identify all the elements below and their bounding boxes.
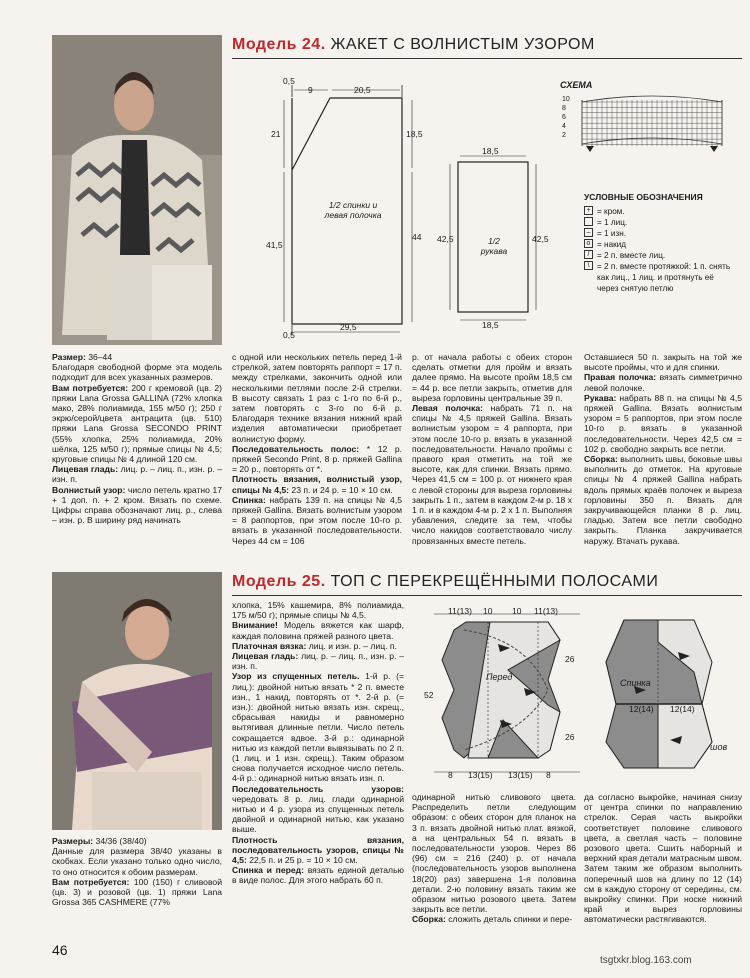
- dim-0-5-top: 0,5: [283, 76, 295, 86]
- dim-0-5-bottom: 0,5: [283, 330, 295, 340]
- paragraph: Спинка: набрать 139 п. на спицы № 4,5 пряжей Gallina. Вязать волнистым узором = 8 раппортов, при этом после 10-го р. вязать в указанной последовательности. Через 44 см = 106: [232, 494, 402, 546]
- model-24-column-3: [412, 352, 572, 546]
- paragraph: Волнистый узор: число петель кратно 17 + 1 доп. п. + 2 кром. Вязать по схеме. Цифры справа обозначают лиц. р., слева – изн. р. В ширину ряд начинать: [52, 484, 223, 526]
- dim-front-top-4: 11(13): [534, 606, 558, 616]
- legend-item: – = 1 изн.: [584, 228, 734, 239]
- dim-sleeve-18-5-top: 18,5: [482, 146, 499, 156]
- legend-title: УСЛОВНЫЕ ОБОЗНАЧЕНИЯ: [584, 192, 703, 202]
- paragraph: р. от начала работы с обеих сторон сделать отметки для пройм и вязать далее прямо. На высоте пройм 18,5 см = 44 р. все петли закрыть, отметив для выреза горловины центральные 39 п.: [412, 352, 572, 403]
- model-24-rule: [232, 58, 742, 59]
- piece-sleeve: 1/2 рукава: [480, 236, 508, 256]
- paragraph: хлопка, 15% кашемира, 8% полиамида, 175 м/50 г); прямые спицы № 4,5.: [232, 600, 404, 621]
- purl-stitch-icon: –: [584, 228, 593, 237]
- paragraph: Лицевая гладь: лиц. р. – лиц. п., изн. р. – изн. п.: [232, 651, 404, 672]
- model-24-number: Модель 24.: [232, 36, 326, 53]
- model-25-column-1: [52, 836, 222, 907]
- model-24-name: ЖАКЕТ С ВОЛНИСТЫМ УЗОРОМ: [330, 36, 595, 53]
- model-24-title: [232, 36, 595, 54]
- paragraph: Сборка: выполнить швы, боковые швы выполнить до отметок. На круговые спицы № 4 пряжей Gallina набрать вдоль прямых краёв полочек и выреза горловины 350 п. Вязать для закручивающейся планки 8 р. лиц. гладью. Затем все петли свободно закрыть. Планка закручивается наружу. Втачать рукава.: [584, 454, 742, 546]
- seam-label: шов: [710, 742, 728, 752]
- model-24-column-4: [584, 352, 742, 546]
- paragraph: Платочная вязка: лиц. и изн. р. – лиц. п.: [232, 640, 397, 651]
- dim-front-left-52: 52: [424, 690, 434, 700]
- dim-front-right-26a: 26: [565, 654, 575, 664]
- paragraph: Оставшиеся 50 п. закрыть на той же высоте проймы, что и для спинки.: [584, 352, 742, 373]
- dim-sleeve-42-5-left: 42,5: [437, 234, 454, 244]
- legend-item: + = кром.: [584, 206, 734, 217]
- paragraph: с одной или нескольких петель перед 1-й стрелкой, затем повторять раппорт = 17 п. между стрелками, закончить одной или несколькими петлями после 2-й стрелки. В высоту связать 1 раз с 1-го по 6-й р., затем повторять с 3-го по 6-й р. Благодаря технике вязания нижний край изделия автоматически приобретает волнистую форму.: [232, 352, 402, 444]
- legend: [584, 192, 734, 294]
- paragraph: Последовательность узоров: чередовать 8 р. лиц. глади одинарной нитью и 4 р. узора из спущенных петель двойной и одинарной нитью, как указано выше.: [232, 783, 404, 835]
- piece-front-label: Перед: [486, 672, 513, 682]
- model-25-number: Модель 25.: [232, 573, 326, 590]
- dim-18-5-right: 18,5: [406, 129, 423, 139]
- model-25-column-4: [584, 792, 742, 925]
- dim-9: 9: [308, 85, 313, 95]
- paragraph: Плотность вязания, последовательность узоров, спицы № 4,5: 22,5 п. и 25 р. = 10 × 10 см.: [232, 834, 404, 866]
- model-25-back-schematic: [594, 612, 724, 782]
- scheme-title: СХЕМА: [560, 80, 593, 90]
- paragraph: одинарной нитью сливового цвета. Распределить петли следующим образом: с обеих сторон для планок на 3 п. вязать двойной нитью плат. вязкой, а на центральных 54 п. вязать в последовательности узоров. Через 86 (96) см = 216 (240) р. от начала (последовательность узоров выполнена 18(20) раз) завершена 1-я половина детали. 2-ю половину вязать таким же образом нитью розового цвета. Затем закрыть все петли.: [412, 792, 576, 915]
- paragraph: Рукава: набрать 88 п. на спицы № 4,5 пряжей Gallina. Вязать волнистым узором = 5 раппортов, при этом после 10-го р. вязать в указанной последовательности. Через 42,5 см = 102 р. свободно закрыть все петли.: [584, 392, 742, 454]
- model-24-column-1: [52, 352, 222, 525]
- knitting-chart: [572, 92, 732, 156]
- model-25-front-schematic: [428, 600, 588, 790]
- model-25-column-2: [232, 600, 404, 886]
- ssk-icon: \: [584, 261, 593, 270]
- chart-row-label: 4: [562, 123, 566, 130]
- piece-back-left-front: 1/2 спинки и левая полочка: [324, 200, 382, 220]
- dim-sleeve-18-5-bottom: 18,5: [482, 320, 499, 330]
- paragraph: Вам потребуется: 200 г кремовой (цв. 2) пряжи Lana Grossa GALLINA (72% хлопка мако, 28% полиамида, 155 м/50 г); 250 г экрю/серой/цвета антрацита (цв. 510) пряжи Lana Grossa SECONDO PRINT (55% хлопка, 25% полиамида, 20% шёлка, 125 м/50 г); прямые спицы № 4,5; круговые спицы № 4 длиной 120 см.: [52, 382, 222, 465]
- chart-row-label: 2: [562, 132, 566, 139]
- dim-front-top-1: 11(13): [448, 606, 472, 616]
- dim-front-bottom-2: 13(15): [468, 770, 493, 780]
- chart-row-label: 10: [562, 96, 570, 103]
- chart-row-label: 8: [562, 105, 566, 112]
- model-25-name: ТОП С ПЕРЕКРЕЩЁННЫМИ ПОЛОСАМИ: [330, 573, 659, 590]
- model-25-title: [232, 573, 658, 591]
- paragraph: Сборка: сложить деталь спинки и пере-: [412, 914, 573, 925]
- dim-back-seam-left: 12(14): [629, 704, 654, 714]
- paragraph: Левая полочка: набрать 71 п. на спицы № 4,5 пряжей Gallina. Вязать волнистым узором = 4 раппорта, при этом после 10-го р. вязать в указанной последовательности. Начало проймы с правого края отметить на той же высоте, как для спинки. Вязать прямо. Через 41,5 см = 100 р. от нижнего края с левой стороны для выреза горловины закрыть 1 п., затем в каждом 2-м р. 18 х 1 п. и в каждом 4-м р. 2 х 1 п. Выполняя убавления, следите за тем, чтобы число накидов соответствовало числу провязанных вместе петель.: [412, 403, 572, 546]
- paragraph: Узор из спущенных петель. 1-й р. (= лиц.): двойной нитью вязать * 2 п. вместе изн., 1 накид, повторять от *. 2-й р. (= изн.): двойной нитью вязать изн. скрещ., сбрасывая накиды и равномерно вытягивая длинные петли. Число петель сокращается вдвое. 3-й р.: одинарной нитью из каждой петли вывязывать по 2 п. (1 лиц. и 1 изн. скрещ.). Таким образом снова получается исходное число петель. 4-й р.: одинарной нитью вязать изн. п.: [232, 671, 405, 784]
- piece-back-label: Спинка: [620, 678, 651, 688]
- legend-item: \ = 2 п. вместе протяжкой: 1 п. снять как лиц., 1 лиц. и протянуть её через снятую петлю: [584, 261, 734, 294]
- edge-stitch-icon: +: [584, 206, 593, 215]
- dim-41-5: 41,5: [266, 240, 283, 250]
- dim-front-top-2: 10: [483, 606, 493, 616]
- paragraph: Размер: 36–44: [52, 352, 113, 362]
- model-24-photo: [52, 35, 222, 345]
- paragraph: Правая полочка: вязать симметрично левой полочке.: [584, 372, 742, 393]
- dim-front-bottom-3: 13(15): [508, 770, 533, 780]
- watermark-site: tsgtxkr.blog.163.com: [600, 955, 692, 966]
- dim-21: 21: [271, 129, 281, 139]
- legend-item: = 1 лиц.: [584, 217, 734, 228]
- paragraph: Спинка и перед: вязать единой деталью в виде полос. Для этого набрать 60 п.: [232, 865, 404, 886]
- dim-front-right-26b: 26: [565, 732, 575, 742]
- k2tog-icon: /: [584, 250, 593, 259]
- paragraph: Последовательность полос: * 12 р. пряжей Secondo Print, 8 р. пряжей Gallina = 20 р., повторять от *.: [232, 443, 403, 475]
- paragraph: Размеры: 34/36 (38/40): [52, 836, 147, 846]
- paragraph: Благодаря свободной форме эта модель подходит для всех указанных размеров.: [52, 362, 222, 383]
- dim-front-bottom-1: 8: [448, 770, 453, 780]
- paragraph: Плотность вязания, волнистый узор, спицы № 4,5: 23 п. и 24 р. = 10 × 10 см.: [232, 474, 402, 495]
- paragraph: Вам потребуется: 100 (150) г сливовой (цв. 3) и розовой (цв. 1) пряжи Lana Grossa 365 CASHMERE (77%: [52, 876, 222, 908]
- page-number: 46: [52, 942, 68, 958]
- paragraph: да согласно выкройке, начиная снизу от центра спинки по направлению стрелок. Серая часть выкройки соответствует половине сливового цвета, а светлая часть – половине розового цвета. Сшить наборный и верхний края детали матрасным швом. Затем таким же образом выполнить поперечный шов на длину по 12 (14) см в каждую сторону от середины, см. выкройку спинки. При носке нижний край и вырез горловины автоматически растягиваются.: [584, 792, 742, 925]
- model-24-column-2: [232, 352, 402, 546]
- chart-row-numbers-left: [562, 95, 570, 140]
- paragraph: Данные для размера 38/40 указаны в скобках. Если указано только одно число, то оно относится к обоим размерам.: [52, 846, 222, 877]
- dim-29-5: 29,5: [340, 322, 357, 332]
- model-25-rule: [232, 595, 742, 596]
- legend-item: / = 2 п. вместе лиц.: [584, 250, 734, 261]
- legend-item: o = накид: [584, 239, 734, 250]
- model-25-column-3: [412, 792, 576, 925]
- dim-back-seam-right: 12(14): [670, 704, 695, 714]
- dim-44: 44: [412, 232, 422, 242]
- dim-front-top-3: 10: [512, 606, 522, 616]
- dim-sleeve-42-5-right: 42,5: [532, 234, 549, 244]
- paragraph: Внимание! Модель вяжется как шарф, каждая половина пряжей разного цвета.: [232, 620, 404, 641]
- knit-stitch-icon: [584, 217, 593, 226]
- chart-row-label: 6: [562, 114, 566, 121]
- dim-front-bottom-4: 8: [546, 770, 551, 780]
- dim-20-5: 20,5: [354, 85, 371, 95]
- yarn-over-icon: o: [584, 239, 593, 248]
- paragraph: Лицевая гладь: лиц. р. – лиц. п., изн. р. – изн. п.: [52, 464, 223, 485]
- model-25-photo: [52, 572, 222, 830]
